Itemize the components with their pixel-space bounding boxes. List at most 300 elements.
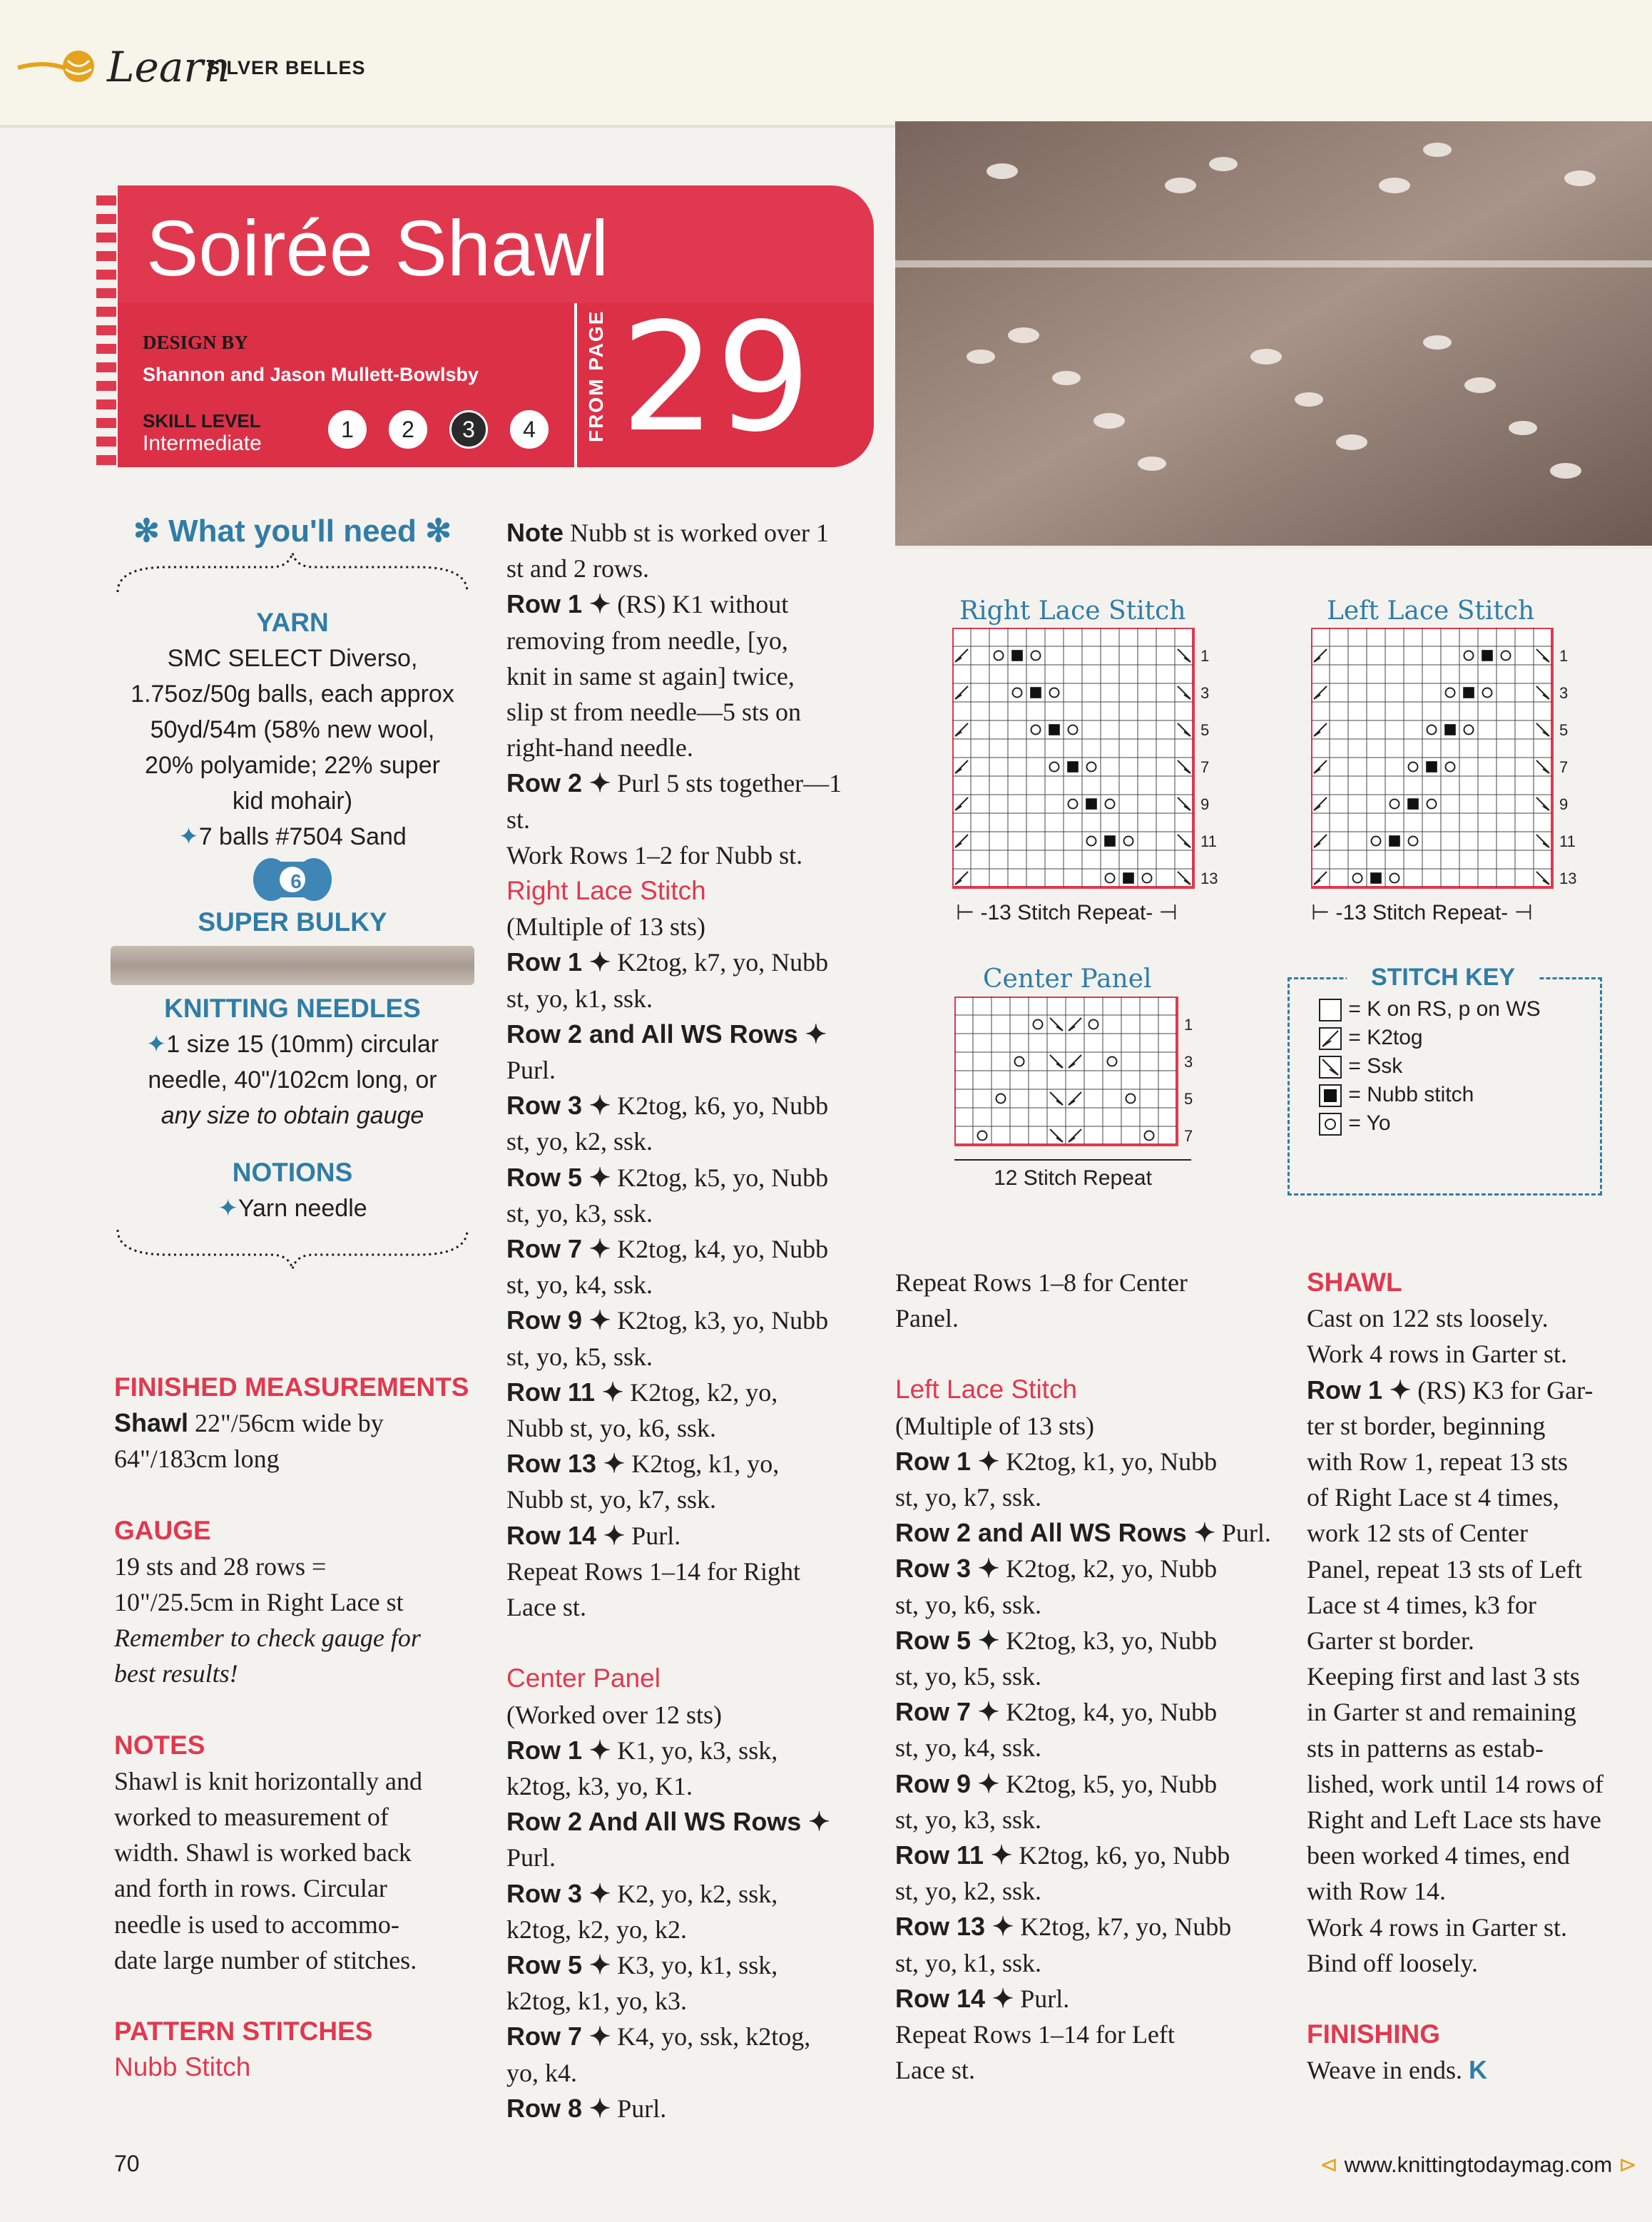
instruction-text: K2tog, k1, yo, Nubb xyxy=(999,1447,1218,1476)
instruction-line xyxy=(895,2052,1280,2088)
nubb-symbol xyxy=(1123,872,1134,884)
skill-level-4: 4 xyxy=(510,410,549,449)
instruction-text: been worked 4 times, end xyxy=(1307,1841,1570,1870)
instruction-line xyxy=(1307,1945,1642,1981)
needles-line: 1 size 15 (10mm) circular xyxy=(166,1031,439,1058)
skill-level-label: SKILL LEVEL xyxy=(143,410,261,432)
instruction-line xyxy=(895,1838,1280,1873)
row-label: Row 14 ✦ xyxy=(895,1983,1014,2013)
row-label: Row 11 ✦ xyxy=(895,1840,1013,1870)
instruction-line xyxy=(506,658,877,694)
column-3 xyxy=(895,1265,1280,2088)
stitch-key xyxy=(1288,964,1602,1196)
center-panel-chart-title: Center Panel xyxy=(983,964,1152,994)
instruction-text: Bind off loosely. xyxy=(1307,1948,1478,1977)
instruction-line xyxy=(506,1482,877,1517)
instruction-line xyxy=(895,1300,1280,1336)
left-lace-repeat: ⊢ -13 Stitch Repeat- ⊣ xyxy=(1311,901,1533,924)
row-label: Row 2 and All WS Rows ✦ xyxy=(506,1019,827,1049)
row-label: Row 7 ✦ xyxy=(895,1697,1000,1727)
ssk-symbol-icon xyxy=(1318,1055,1342,1079)
row-label: Row 3 ✦ xyxy=(506,1091,611,1121)
row-number: 11 xyxy=(1200,832,1217,850)
instruction-text: (RS) K3 for Gar- xyxy=(1411,1375,1594,1405)
instruction-line xyxy=(895,1444,1280,1479)
materials-title: What you'll need xyxy=(168,514,417,549)
yarn-weight-number: 6 xyxy=(290,870,302,892)
notes-line: worked to measurement of xyxy=(114,1803,389,1832)
instruction-text: st. xyxy=(506,805,531,834)
key-item: = K on RS, p on WS xyxy=(1348,997,1541,1021)
row-number: 5 xyxy=(1559,720,1569,739)
instruction-line xyxy=(1307,1694,1642,1730)
instruction-line xyxy=(506,1267,877,1303)
instruction-text: Work Rows 1–2 for Nubb st. xyxy=(506,840,803,870)
row-number: 11 xyxy=(1559,832,1576,850)
instruction-text: Purl. xyxy=(611,2094,667,2123)
row-number: 7 xyxy=(1200,758,1210,776)
from-page-label: FROM PAGE xyxy=(585,310,607,442)
instruction-line xyxy=(1307,1766,1642,1802)
shawl-photo xyxy=(895,121,1652,549)
row-label: Row 7 ✦ xyxy=(506,2022,611,2052)
brace-divider xyxy=(111,553,474,596)
column-4 xyxy=(1307,1265,1642,2088)
row-label: Row 3 ✦ xyxy=(895,1554,1000,1584)
instruction-line xyxy=(895,1515,1280,1551)
instruction-text: (Multiple of 13 sts) xyxy=(506,912,705,942)
section-heading: SHAWL xyxy=(1307,1268,1402,1297)
instruction-text: in Garter st and remaining xyxy=(1307,1698,1576,1727)
materials-box xyxy=(111,510,474,1278)
instruction-line xyxy=(506,1983,877,2019)
column-1 xyxy=(114,1370,471,2085)
column-2 xyxy=(506,515,877,2126)
instruction-text: Repeat Rows 1–8 for Center xyxy=(895,1268,1188,1297)
instruction-line xyxy=(506,1733,877,1768)
nubb-symbol xyxy=(1389,835,1400,847)
instruction-text: st, yo, k7, ssk. xyxy=(895,1483,1042,1512)
nubb-symbol-icon xyxy=(1318,1084,1342,1108)
page-number: 70 xyxy=(114,2151,140,2176)
row-number: 7 xyxy=(1184,1126,1193,1145)
bullet-icon: ✦ xyxy=(218,1195,238,1222)
instruction-line xyxy=(895,1479,1280,1515)
row-label: Row 11 ✦ xyxy=(506,1377,624,1407)
nubb-symbol xyxy=(1463,687,1474,698)
row-label: Note xyxy=(506,518,564,547)
instruction-text: Lace st 4 times, k3 for xyxy=(1307,1590,1536,1619)
row-number: 3 xyxy=(1559,683,1569,702)
instruction-line xyxy=(506,1339,877,1375)
instruction-text: st, yo, k2, ssk. xyxy=(895,1877,1042,1906)
section-script-label: Learn xyxy=(107,43,230,91)
instruction-line xyxy=(506,1016,877,1088)
finished-measurements-heading: FINISHED MEASUREMENTS xyxy=(114,1372,469,1402)
key-item: = Nubb stitch xyxy=(1348,1083,1474,1106)
nubb-stitch-heading: Nubb Stitch xyxy=(114,2052,251,2082)
row-label: Row 5 ✦ xyxy=(506,1950,611,1979)
instruction-line xyxy=(895,1658,1280,1694)
designers: Shannon and Jason Mullett-Bowlsby xyxy=(143,364,479,385)
yarn-ball-icon xyxy=(14,39,107,89)
instruction-line xyxy=(506,909,877,944)
instruction-line xyxy=(506,1697,877,1733)
brace-divider xyxy=(111,1226,474,1269)
nubb-symbol xyxy=(1407,798,1419,810)
notions-item: Yarn needle xyxy=(238,1195,367,1222)
repeat-label: 13 Stitch Repeat xyxy=(987,901,1146,924)
row-label: Row 2 and All WS Rows ✦ xyxy=(895,1518,1215,1548)
instruction-line xyxy=(1307,1444,1642,1479)
row-label: Row 13 ✦ xyxy=(895,1912,1014,1942)
row-number: 1 xyxy=(1559,646,1569,665)
right-lace-repeat: ⊢ -13 Stitch Repeat- ⊣ xyxy=(956,901,1178,924)
instruction-line xyxy=(1307,1910,1642,1945)
instruction-text: K2tog, k4, yo, Nubb xyxy=(611,1235,829,1264)
instruction-line xyxy=(1307,1300,1642,1336)
row-number: 9 xyxy=(1559,795,1569,813)
instruction-text: Purl. xyxy=(1014,1984,1070,2013)
nubb-symbol xyxy=(1067,761,1079,773)
instruction-text: Work 4 rows in Garter st. xyxy=(1307,1912,1568,1942)
nubb-symbol xyxy=(1444,724,1456,735)
yarn-weight-icon xyxy=(111,855,474,904)
row-number: 7 xyxy=(1559,758,1569,776)
yarn-weight: SUPER BULKY xyxy=(198,907,387,937)
yarn-line: 50yd/54m (58% new wool, xyxy=(150,716,435,743)
instruction-line xyxy=(1307,1515,1642,1551)
notions-heading: NOTIONS xyxy=(232,1158,353,1187)
row-number: 5 xyxy=(1200,720,1210,739)
instruction-line xyxy=(895,1909,1280,1945)
instruction-line xyxy=(506,944,877,980)
instruction-text: (Multiple of 13 sts) xyxy=(895,1411,1094,1440)
row-number: 13 xyxy=(1200,869,1218,887)
gauge-heading: GAUGE xyxy=(114,1515,211,1545)
instruction-text: Garter st border. xyxy=(1307,1626,1474,1656)
instruction-text: Cast on 122 sts loosely. xyxy=(1307,1304,1549,1333)
instruction-line xyxy=(506,1768,877,1804)
instruction-line xyxy=(506,2055,877,2091)
knit-symbol-icon xyxy=(1318,998,1342,1022)
key-item: = K2tog xyxy=(1348,1026,1423,1049)
row-label: Row 1 ✦ xyxy=(506,589,611,619)
instruction-line xyxy=(506,1160,877,1196)
yarn-swatch xyxy=(111,946,474,985)
row-label: Row 9 ✦ xyxy=(895,1768,1000,1798)
row-number: 1 xyxy=(1200,646,1210,665)
instruction-text: k2tog, k2, yo, k2. xyxy=(506,1915,688,1944)
nubb-symbol xyxy=(1049,724,1060,735)
row-label: Row 2 ✦ xyxy=(506,768,611,798)
bullet-icon: ✦ xyxy=(146,1031,167,1058)
instruction-text: knit in same st again] twice, xyxy=(506,661,795,690)
yarn-heading: YARN xyxy=(256,608,329,637)
instruction-text: K2tog, k2, yo, Nubb xyxy=(999,1554,1218,1584)
skill-level-3-selected: 3 xyxy=(449,410,488,449)
instruction-text: st, yo, k1, ssk. xyxy=(506,984,653,1013)
row-label: Row 14 ✦ xyxy=(506,1520,626,1550)
instruction-line xyxy=(506,1088,877,1123)
instruction-line xyxy=(506,515,877,551)
instruction-text: st, yo, k3, ssk. xyxy=(895,1805,1042,1834)
spacer xyxy=(895,1336,1280,1372)
instruction-line xyxy=(1307,1838,1642,1873)
instruction-line xyxy=(506,1303,877,1338)
row-label: Row 1 ✦ xyxy=(506,947,611,977)
notes-line: date large number of stitches. xyxy=(114,1945,417,1974)
from-page-number: 29 xyxy=(621,290,812,465)
instruction-text: lished, work until 14 rows of xyxy=(1307,1769,1603,1798)
instruction-line xyxy=(506,1446,877,1482)
instruction-text: yo, k4. xyxy=(506,2058,577,2087)
instruction-line xyxy=(506,1947,877,1983)
row-number: 9 xyxy=(1200,795,1210,813)
stitch-heading: Right Lace Stitch xyxy=(506,876,706,906)
instruction-line xyxy=(895,1694,1280,1730)
notes-line: needle is used to accommo- xyxy=(114,1910,399,1939)
instruction-text: work 12 sts of Center xyxy=(1307,1519,1528,1548)
instruction-text: K3, yo, k1, ssk, xyxy=(611,1950,778,1979)
url-text: www.knittingtodaymag.com xyxy=(1344,2152,1613,2177)
stitch-heading: Center Panel xyxy=(506,1663,661,1693)
instruction-line xyxy=(506,623,877,658)
instruction-line xyxy=(1307,1408,1642,1444)
instruction-line xyxy=(506,981,877,1016)
instruction-line xyxy=(1307,2052,1642,2088)
instruction-line xyxy=(895,1408,1280,1444)
repeat-label: 13 Stitch Repeat xyxy=(1342,901,1501,924)
instruction-line xyxy=(506,1410,877,1446)
instruction-line xyxy=(1307,1336,1642,1372)
row-label: Row 13 ✦ xyxy=(506,1449,626,1479)
spacer xyxy=(506,1625,877,1661)
instruction-text: Work 4 rows in Garter st. xyxy=(1307,1340,1568,1369)
instruction-text: Weave in ends. xyxy=(1307,2056,1463,2085)
instruction-line xyxy=(506,1375,877,1410)
page-title: Soirée Shawl xyxy=(146,205,609,292)
key-item: = Ssk xyxy=(1348,1054,1403,1078)
row-label: Row 2 And All WS Rows ✦ xyxy=(506,1807,830,1837)
gauge-note: best results! xyxy=(114,1659,238,1688)
instruction-line xyxy=(506,1518,877,1554)
instruction-line xyxy=(895,1551,1280,1586)
end-mark-icon: K xyxy=(1469,2055,1488,2085)
arrow-left-icon: ⊲ xyxy=(1320,2152,1345,2177)
instruction-text: Right and Left Lace sts have xyxy=(1307,1805,1601,1835)
instruction-line xyxy=(1307,1658,1642,1694)
k2tog-symbol-icon xyxy=(1318,1026,1342,1051)
center-panel-repeat: 12 Stitch Repeat xyxy=(954,1159,1191,1191)
nubb-symbol xyxy=(1426,761,1437,773)
gauge-note: Remember to check gauge for xyxy=(114,1624,421,1653)
row-label: Row 7 ✦ xyxy=(506,1234,611,1264)
instruction-text: K2tog, k1, yo, xyxy=(625,1449,780,1479)
instruction-line xyxy=(506,551,877,586)
pattern-stitches-heading: PATTERN STITCHES xyxy=(114,2017,373,2047)
instruction-text: Purl. xyxy=(625,1521,681,1550)
row-number: 1 xyxy=(1184,1015,1193,1034)
instruction-text: K2tog, k3, yo, Nubb xyxy=(999,1626,1218,1655)
row-number: 3 xyxy=(1200,683,1210,702)
title-band xyxy=(118,185,874,303)
instruction-text: sts in patterns as estab- xyxy=(1307,1733,1544,1763)
snowflake-icon: ✻ xyxy=(133,514,169,549)
key-item: = Yo xyxy=(1348,1111,1391,1135)
instruction-text: K4, yo, ssk, k2tog, xyxy=(611,2022,811,2052)
instruction-line xyxy=(895,1265,1280,1300)
row-label: Row 3 ✦ xyxy=(506,1878,611,1908)
nubb-symbol xyxy=(1011,650,1023,661)
instruction-text: K2tog, k4, yo, Nubb xyxy=(999,1698,1218,1727)
left-lace-chart xyxy=(1311,628,1618,927)
bullet-icon: ✦ xyxy=(178,823,199,850)
instruction-text: K1, yo, k3, ssk, xyxy=(611,1736,778,1765)
instruction-text: st, yo, k1, ssk. xyxy=(895,1948,1042,1977)
notes-line: Shawl is knit horizontally and xyxy=(114,1766,422,1795)
instruction-text: st and 2 rows. xyxy=(506,554,649,583)
instruction-text: K2, yo, k2, ssk, xyxy=(611,1879,778,1908)
row-label: Row 8 ✦ xyxy=(506,2093,611,2123)
instruction-text: slip st from needle—5 sts on xyxy=(506,698,801,727)
instruction-text: Nubb st, yo, k6, ssk. xyxy=(506,1414,717,1443)
instruction-line xyxy=(895,1623,1280,1658)
instruction-text: K2tog, k3, yo, Nubb xyxy=(611,1306,829,1335)
right-lace-chart xyxy=(952,628,1259,927)
instruction-text: (RS) K1 without xyxy=(611,590,789,619)
instruction-text: K2tog, k5, yo, Nubb xyxy=(611,1163,829,1192)
instruction-line xyxy=(506,837,877,873)
nubb-symbol xyxy=(1030,687,1041,698)
instruction-text: K2tog, k6, yo, Nubb xyxy=(1012,1841,1230,1870)
instruction-line xyxy=(895,1945,1280,1981)
instruction-text: st, yo, k5, ssk. xyxy=(506,1342,653,1371)
instruction-text: Nubb st, yo, k7, ssk. xyxy=(506,1485,717,1514)
instruction-line xyxy=(506,1876,877,1912)
instruction-text: Nubb st is worked over 1 xyxy=(564,519,829,547)
notes-line: width. Shawl is worked back xyxy=(114,1838,412,1867)
needles-line: needle, 40"/102cm long, or xyxy=(148,1066,437,1094)
gauge-line: 19 sts and 28 rows = xyxy=(114,1551,327,1581)
instruction-line xyxy=(506,1912,877,1947)
instruction-line xyxy=(506,694,877,730)
instruction-line xyxy=(1307,1479,1642,1515)
instruction-line xyxy=(506,1589,877,1625)
title-banner xyxy=(118,185,874,467)
instruction-text: k2tog, k1, yo, k3. xyxy=(506,1987,688,2016)
instruction-text: K2tog, k7, yo, Nubb xyxy=(611,948,829,977)
instruction-line xyxy=(506,1231,877,1267)
row-label: Row 1 ✦ xyxy=(895,1446,1000,1476)
nubb-symbol xyxy=(1370,872,1382,884)
instruction-line xyxy=(895,1981,1280,2017)
instruction-text: k2tog, k3, yo, K1. xyxy=(506,1771,693,1800)
nubb-symbol xyxy=(1104,835,1116,847)
nubb-symbol xyxy=(1086,798,1097,810)
banner-scallop-edge xyxy=(96,187,116,467)
footer-url xyxy=(1320,2152,1637,2178)
instruction-text: Keeping first and last 3 sts xyxy=(1307,1662,1580,1691)
instruction-text: K2tog, k2, yo, xyxy=(623,1377,778,1407)
instruction-line xyxy=(895,1730,1280,1765)
arrow-right-icon: ⊳ xyxy=(1612,2152,1637,2177)
snowflake-icon: ✻ xyxy=(416,514,452,549)
instruction-line xyxy=(506,1196,877,1231)
instruction-line xyxy=(895,1766,1280,1802)
instruction-text: (Worked over 12 sts) xyxy=(506,1700,723,1729)
instruction-text: Purl 5 sts together—1 xyxy=(611,769,842,798)
instruction-line xyxy=(1307,1551,1642,1587)
skill-level-1: 1 xyxy=(328,410,367,449)
instruction-line xyxy=(895,1802,1280,1838)
instruction-line xyxy=(895,1873,1280,1909)
yo-symbol-icon xyxy=(1318,1112,1342,1136)
instruction-line xyxy=(1307,1372,1642,1408)
row-label: Row 5 ✦ xyxy=(506,1162,611,1192)
from-page-divider xyxy=(574,303,577,467)
instruction-text: Purl. xyxy=(1215,1519,1271,1548)
instruction-text: with Row 1, repeat 13 sts xyxy=(1307,1447,1568,1477)
info-band xyxy=(118,290,874,467)
fm-text: 64"/183cm long xyxy=(114,1444,280,1474)
instruction-line xyxy=(1307,1587,1642,1623)
instruction-line xyxy=(1307,1731,1642,1766)
spacer xyxy=(1307,1981,1642,2017)
section-name: SILVER BELLES xyxy=(207,57,366,78)
instruction-line xyxy=(895,2017,1280,2052)
instruction-line xyxy=(506,1804,877,1875)
instruction-text: Lace st. xyxy=(506,1593,586,1622)
row-label: Row 1 ✦ xyxy=(1307,1375,1412,1405)
instruction-text: removing from needle, [yo, xyxy=(506,626,788,655)
instruction-text: Purl. xyxy=(506,1843,556,1872)
skill-level-2: 2 xyxy=(389,410,427,449)
needles-line: any size to obtain gauge xyxy=(160,1102,424,1129)
instruction-text: st, yo, k4, ssk. xyxy=(895,1733,1042,1763)
instruction-text: st, yo, k4, ssk. xyxy=(506,1270,653,1300)
stitch-key-title: STITCH KEY xyxy=(1347,964,1539,992)
notes-line: and forth in rows. Circular xyxy=(114,1874,387,1903)
instruction-text: st, yo, k6, ssk. xyxy=(895,1590,1042,1619)
center-panel-chart xyxy=(954,997,1225,1161)
instruction-line xyxy=(1307,1802,1642,1838)
right-lace-chart-title: Right Lace Stitch xyxy=(959,596,1186,626)
instruction-line xyxy=(506,765,877,801)
instruction-text: Repeat Rows 1–14 for Left xyxy=(895,2020,1175,2049)
yarn-line: SMC SELECT Diverso, xyxy=(167,645,418,672)
skill-level-value: Intermediate xyxy=(143,432,262,455)
instruction-text: st, yo, k2, ssk. xyxy=(506,1127,653,1156)
instruction-line xyxy=(506,1554,877,1589)
instruction-text: K2tog, k7, yo, Nubb xyxy=(1014,1912,1232,1942)
row-label: Row 5 ✦ xyxy=(895,1625,1000,1655)
instruction-text: st, yo, k5, ssk. xyxy=(895,1662,1042,1691)
instruction-line xyxy=(1307,1873,1642,1909)
instruction-text: ter st border, beginning xyxy=(1307,1411,1546,1440)
gauge-line: 10"/25.5cm in Right Lace st xyxy=(114,1588,404,1617)
instruction-line xyxy=(895,1587,1280,1623)
instruction-text: right-hand needle. xyxy=(506,733,693,763)
design-by-label: DESIGN BY xyxy=(143,332,248,353)
instruction-text: K2tog, k5, yo, Nubb xyxy=(999,1769,1218,1798)
instruction-text: Lace st. xyxy=(895,2056,975,2085)
instruction-text: K2tog, k6, yo, Nubb xyxy=(611,1091,829,1121)
needles-heading: KNITTING NEEDLES xyxy=(164,994,421,1023)
instruction-line xyxy=(506,1123,877,1159)
instruction-line xyxy=(1307,1623,1642,1658)
section-heading: FINISHING xyxy=(1307,2019,1441,2049)
